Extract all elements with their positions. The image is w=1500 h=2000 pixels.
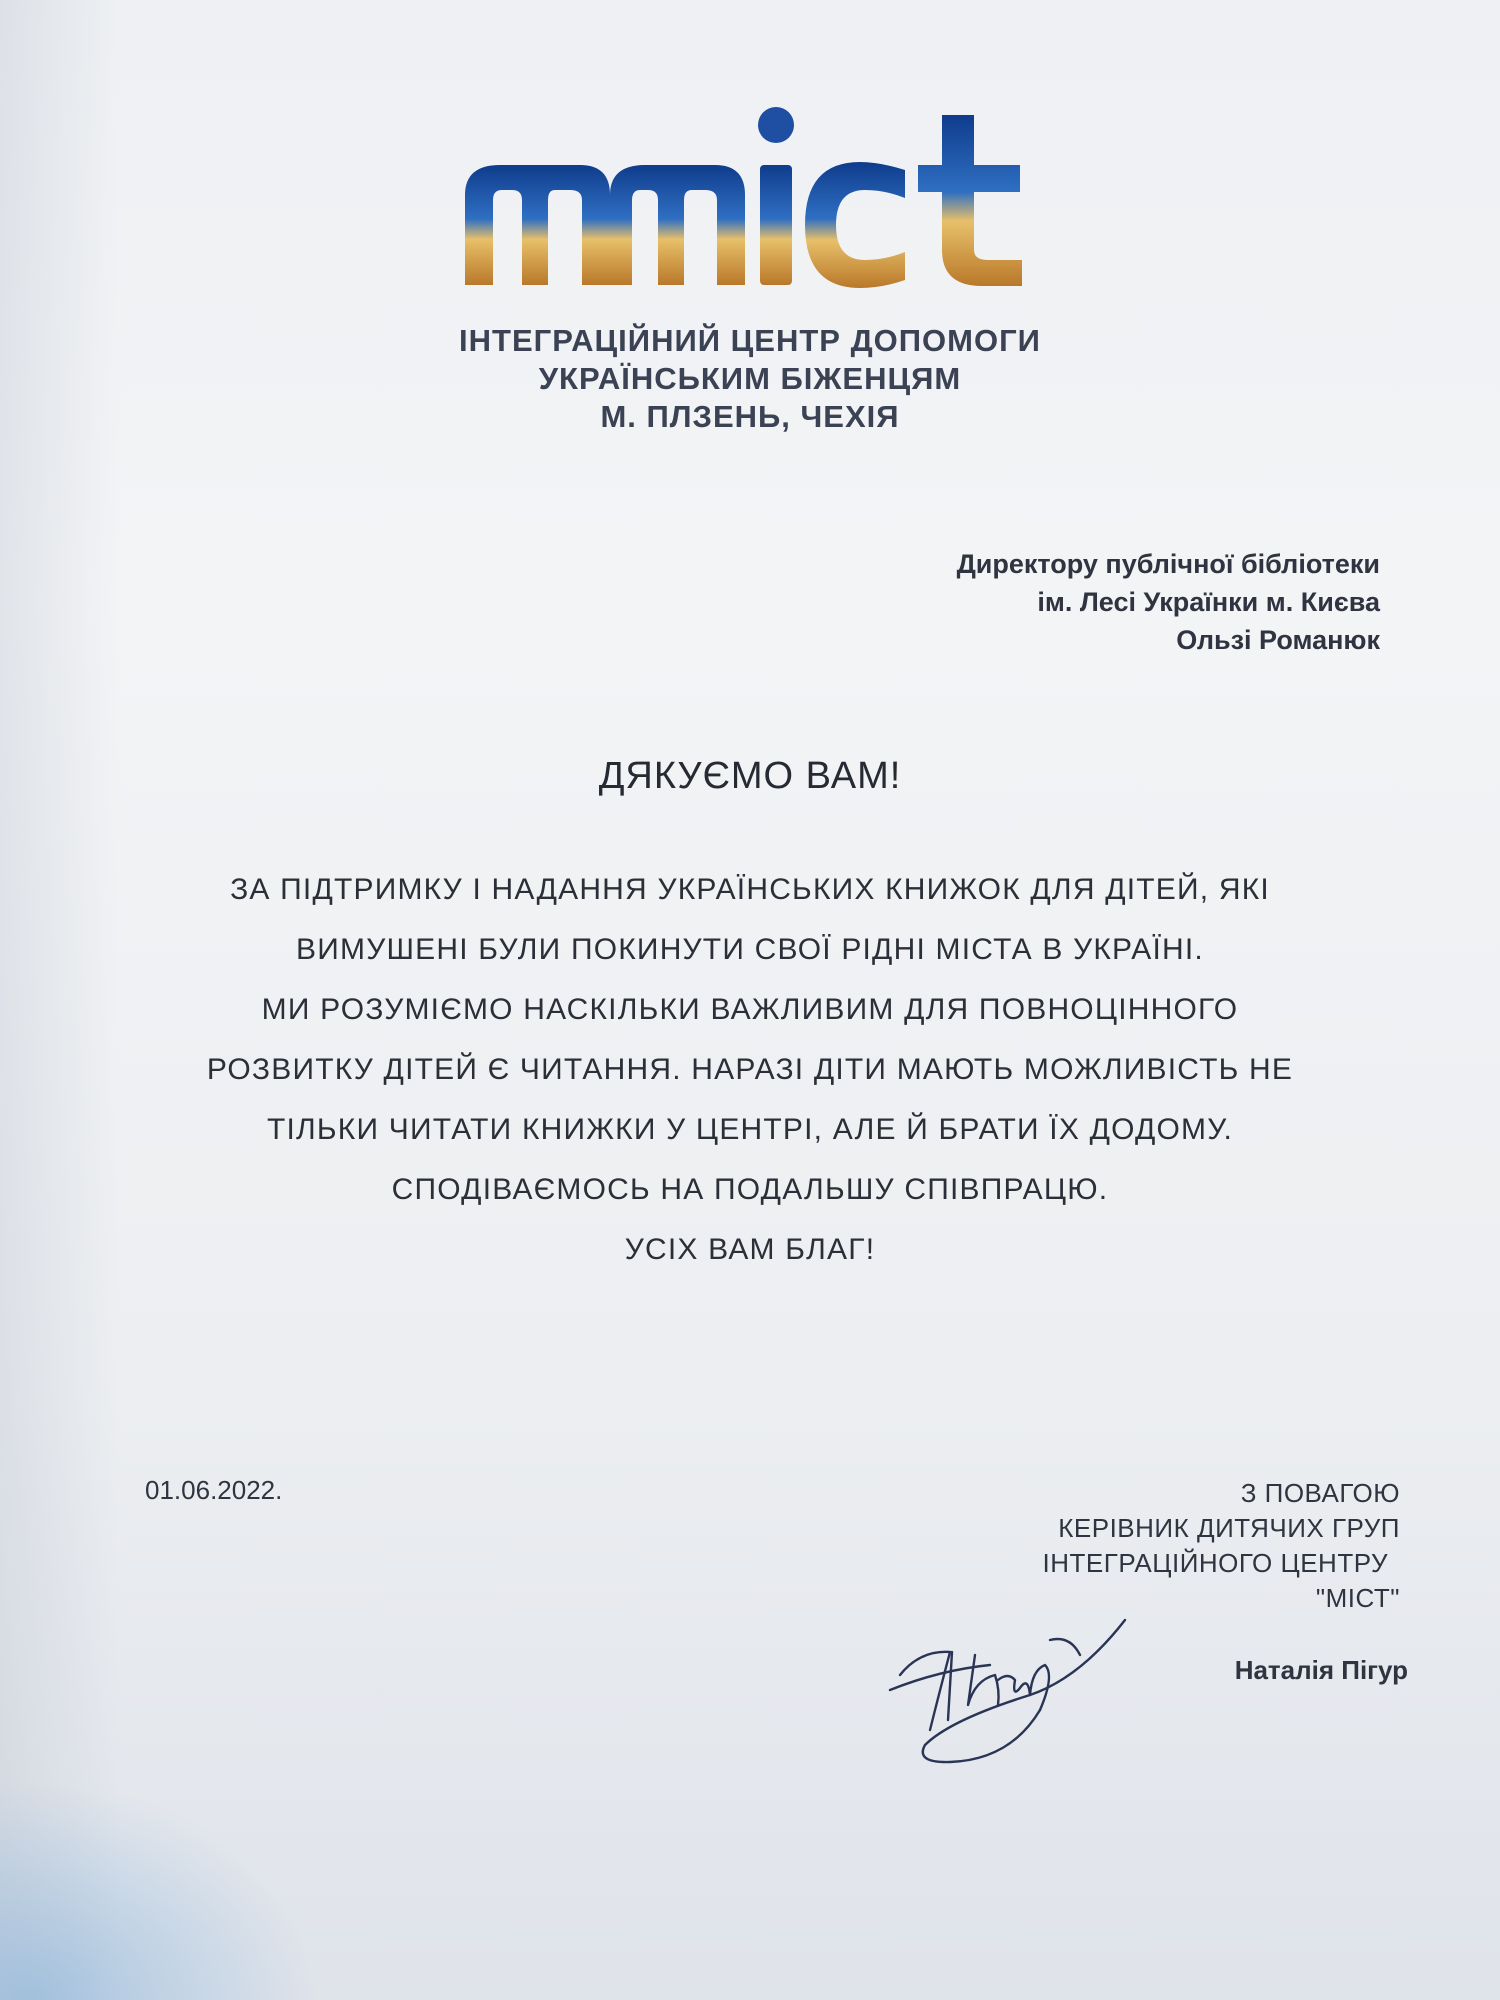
closing-line-1: З ПОВАГОЮ bbox=[1240, 1478, 1400, 1508]
letter-line-3: МИ РОЗУМІЄМО НАСКІЛЬКИ ВАЖЛИВИМ ДЛЯ ПОВНОЦІННОГО bbox=[261, 993, 1239, 1026]
closing-line-3: ІНТЕГРАЦІЙНОГО ЦЕНТРУ bbox=[1042, 1548, 1388, 1578]
letter-line-4: РОЗВИТКУ ДІТЕЙ Є ЧИТАННЯ. НАРАЗІ ДІТИ МАЮТЬ МОЖЛИВІСТЬ НЕ bbox=[206, 1053, 1294, 1086]
handwritten-signature bbox=[880, 1580, 1140, 1780]
closing-line-2: КЕРІВНИК ДИТЯЧИХ ГРУП bbox=[1058, 1513, 1400, 1543]
organization-line-3: М. ПЛЗЕНЬ, ЧЕХІЯ bbox=[600, 399, 900, 434]
letter-date: 01.06.2022. bbox=[145, 1475, 283, 1505]
mict-logo bbox=[460, 100, 1050, 300]
letter-title: ДЯКУЄМО ВАМ! bbox=[598, 755, 902, 797]
page-shadow-bottom bbox=[0, 1780, 320, 2000]
recipient-line-2: ім. Лесі Українки м. Києва bbox=[1037, 587, 1380, 617]
letter-line-6: СПОДІВАЄМОСЬ НА ПОДАЛЬШУ СПІВПРАЦЮ. bbox=[391, 1173, 1109, 1206]
letter-line-7: УСІХ ВАМ БЛАГ! bbox=[624, 1233, 876, 1266]
recipient-line-3: Ользі Романюк bbox=[1176, 625, 1380, 655]
letter-line-2: ВИМУШЕНІ БУЛИ ПОКИНУТИ СВОЇ РІДНІ МІСТА В УКРАЇНІ. bbox=[296, 933, 1204, 966]
organization-line-2: УКРАЇНСЬКИМ БІЖЕНЦЯМ bbox=[538, 361, 962, 396]
recipient-line-1: Директору публічної бібліотеки bbox=[956, 549, 1380, 579]
signer-name: Наталія Пігур bbox=[1234, 1655, 1408, 1685]
letter-line-1: ЗА ПІДТРИМКУ І НАДАННЯ УКРАЇНСЬКИХ КНИЖОК ДЛЯ ДІТЕЙ, ЯКІ bbox=[230, 873, 1270, 906]
letter-line-5: ТІЛЬКИ ЧИТАТИ КНИЖКИ У ЦЕНТРІ, АЛЕ Й БРАТИ ЇХ ДОДОМУ. bbox=[266, 1113, 1234, 1146]
closing-line-4: "МІСТ" bbox=[1315, 1583, 1400, 1613]
organization-line-1: ІНТЕГРАЦІЙНИЙ ЦЕНТР ДОПОМОГИ bbox=[459, 323, 1041, 358]
